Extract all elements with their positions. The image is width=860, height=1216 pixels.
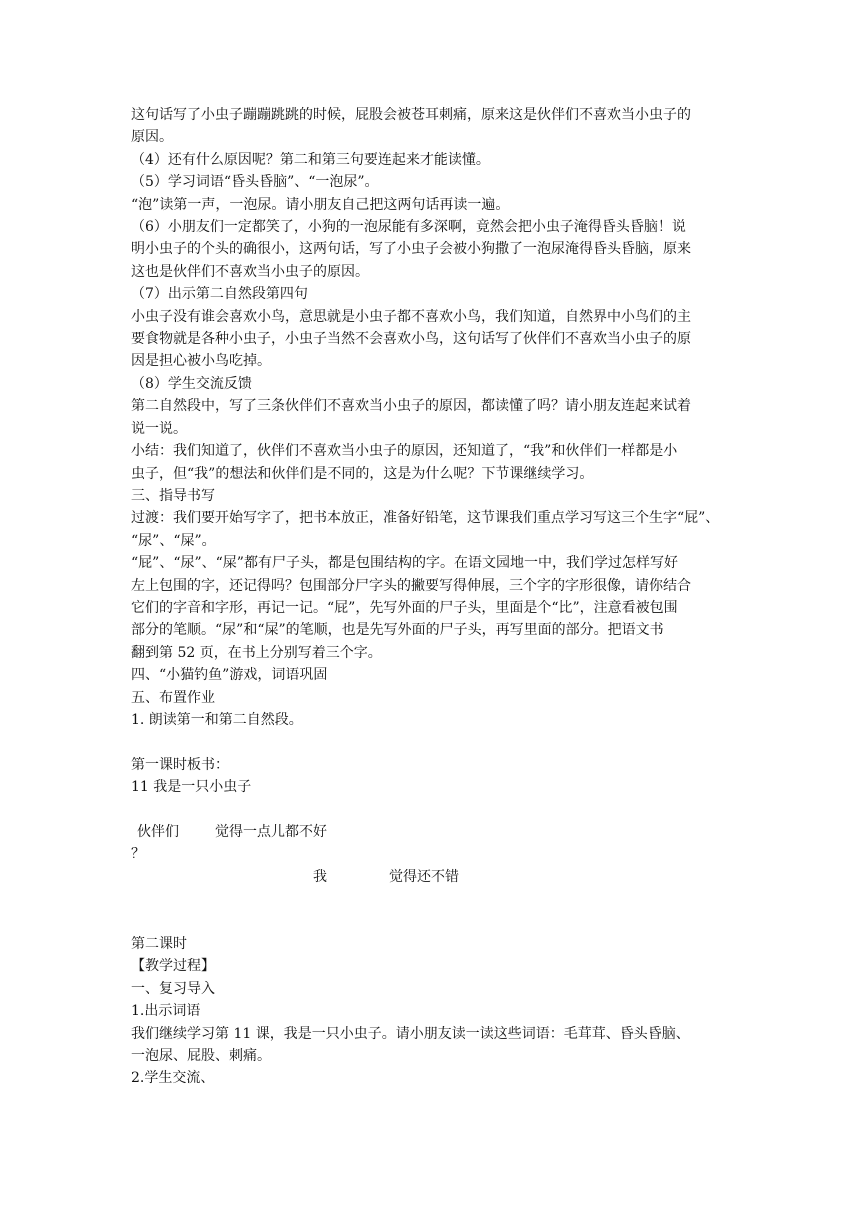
paragraph-line: 说一说。 (131, 420, 187, 437)
blank-line (131, 731, 731, 753)
board-partners-opinion: 觉得一点儿都不好 (215, 823, 327, 840)
paragraph-line: 小虫子没有谁会喜欢小鸟，意思就是小虫子都不喜欢小鸟，我们知道，自然界中小鸟们的主 (131, 308, 691, 325)
paragraph-line: 1.出示词语 (131, 1003, 201, 1020)
homework-item: 1. 朗读第一和第二自然段。 (131, 711, 303, 728)
section-heading: 第二课时 (131, 935, 187, 952)
paragraph-line: （8）学生交流反馈 (131, 375, 252, 392)
paragraph-line: 2.学生交流、 (131, 1070, 215, 1087)
paragraph-line: 我们继续学习第 11 课，我是一只小虫子。请小朋友读一读这些词语：毛茸茸、昏头昏脑、 (131, 1025, 690, 1042)
paragraph-line: 它们的字音和字形，再记一记。“屁”，先写外面的尸子头，里面是个“比”，注意看被包围 (131, 599, 678, 616)
paragraph-line: 虫子，但“我”的想法和伙伴们是不同的，这是为什么呢？下节课继续学习。 (131, 465, 594, 482)
board-row-partners (131, 821, 731, 843)
document-body (131, 104, 731, 1090)
board-question-mark: ？ (131, 846, 145, 863)
section-heading: 一、复习导入 (131, 980, 215, 997)
paragraph-line: 这也是伙伴们不喜欢当小虫子的原因。 (131, 263, 369, 280)
section-heading: 【教学过程】 (131, 958, 215, 975)
paragraph-line: 这句话写了小虫子蹦蹦跳跳的时候，屁股会被苍耳刺痛，原来这是伙伴们不喜欢当小虫子的 (131, 107, 691, 123)
paragraph-line: （7）出示第二自然段第四句 (131, 286, 308, 303)
paragraph-line: 要食物就是各种小虫子，小虫子当然不会喜欢小鸟，这句话写了伙伴们不喜欢当小虫子的原 (131, 331, 691, 348)
board-me-label: 我 (313, 868, 327, 885)
section-heading: 三、指导书写 (131, 487, 215, 504)
section-heading: 五、布置作业 (131, 689, 215, 706)
paragraph-line: 部分的笔顺。“尿”和“屎”的笔顺，也是先写外面的尸子头，再写里面的部分。把语文书 (131, 622, 664, 639)
board-me-opinion: 觉得还不错 (389, 868, 459, 885)
paragraph-line: （6）小朋友们一定都笑了，小狗的一泡尿能有多深啊，竟然会把小虫子淹得昏头昏脑！说 (131, 219, 686, 236)
paragraph-line: 小结：我们知道了，伙伴们不喜欢当小虫子的原因，还知道了，“我”和伙伴们一样都是小 (131, 443, 678, 460)
board-row-me (131, 866, 731, 888)
paragraph-line: “泡”读第一声，一泡尿。请小朋友自己把这两句话再读一遍。 (131, 196, 510, 213)
paragraph-line: （5）学习词语“昏头昏脑”、“一泡尿”。 (131, 174, 379, 191)
section-heading: 四、“小猫钓鱼”游戏，词语巩固 (131, 667, 328, 684)
blank-line (131, 911, 731, 933)
paragraph-line: 过渡：我们要开始写字了，把书本放正，准备好铅笔，这节课我们重点学习写这三个生字“屁”、 (131, 510, 720, 527)
paragraph-line: “尿”、“屎”。 (131, 532, 216, 549)
board-partners-label: 伙伴们 (137, 823, 179, 840)
paragraph-line: 第二自然段中，写了三条伙伴们不喜欢当小虫子的原因，都读懂了吗？请小朋友连起来试着 (131, 398, 691, 415)
paragraph-line: 一泡尿、屁股、刺痛。 (131, 1047, 271, 1064)
paragraph-line: 明小虫子的个头的确很小，这两句话，写了小虫子会被小狗撒了一泡尿淹得昏头昏脑，原来 (131, 241, 691, 258)
paragraph-line: 原因。 (131, 129, 173, 146)
blank-line (131, 888, 731, 910)
paragraph-line: 左上包围的字，还记得吗？包围部分尸字头的撇要写得伸展，三个字的字形很像，请你结合 (131, 577, 691, 594)
board-title: 第一课时板书： (131, 756, 229, 773)
paragraph-line: 翻到第 52 页，在书上分别写着三个字。 (131, 644, 382, 661)
paragraph-line: 因是担心被小鸟吃掉。 (131, 353, 271, 370)
blank-line (131, 799, 731, 821)
board-lesson-title: 11 我是一只小虫子 (131, 779, 252, 796)
paragraph-line: （4）还有什么原因呢？第二和第三句要连起来才能读懂。 (131, 151, 490, 168)
paragraph-line: “屁”、“尿”、“屎”都有尸子头，都是包围结构的字。在语文园地一中，我们学过怎样写好 (131, 555, 678, 572)
